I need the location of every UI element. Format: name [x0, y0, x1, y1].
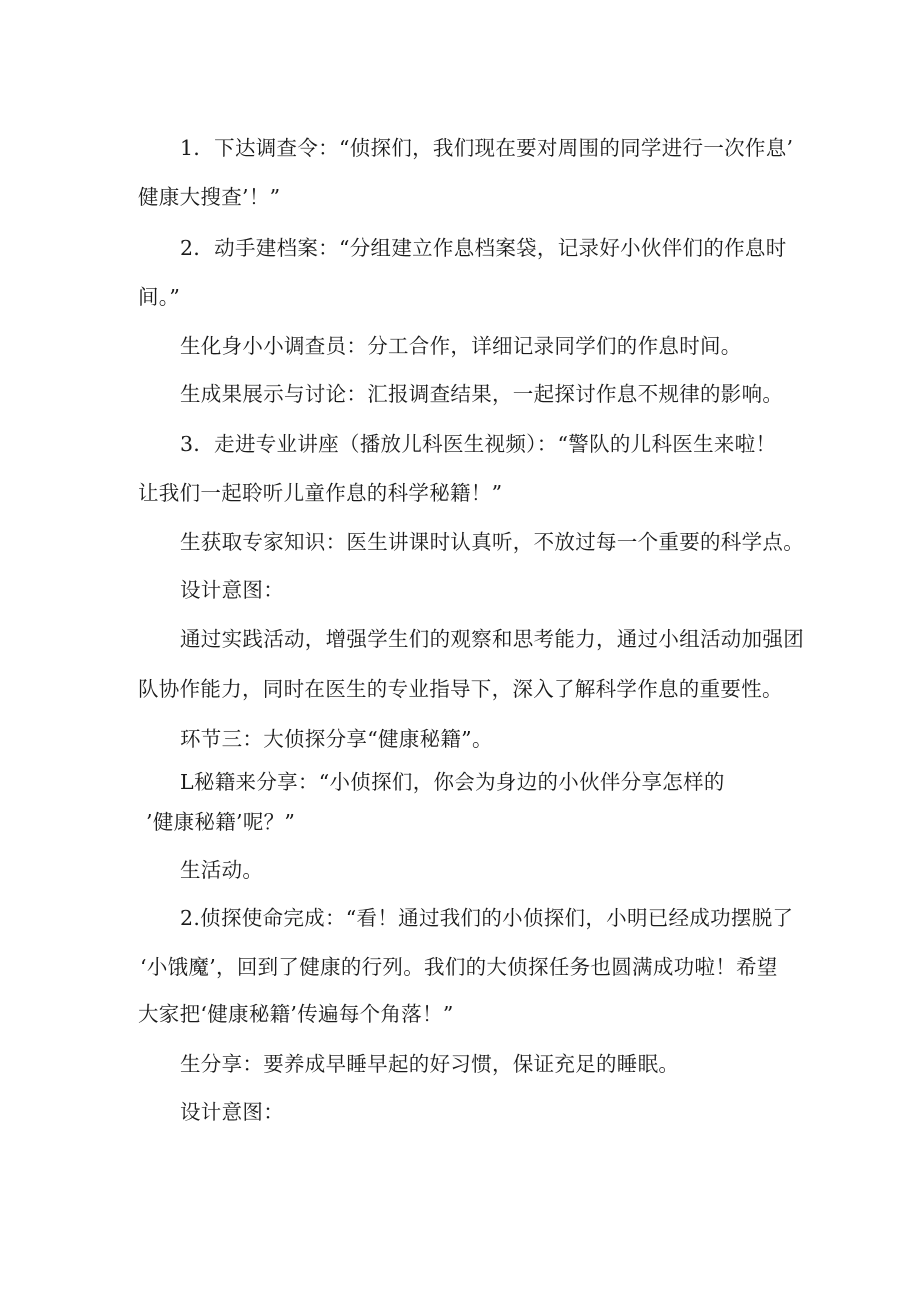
text-line: ‘小饿魔’，回到了健康的行列。我们的大侦探任务也圆满成功啦！希望 — [140, 955, 778, 979]
section-heading: 设计意图： — [180, 578, 284, 602]
text-line: 生分享：要养成早睡早起的好习惯，保证充足的睡眠。 — [180, 1052, 680, 1076]
text-line: ’健康秘籍’呢？” — [146, 810, 296, 834]
text-line: L秘籍来分享：“小侦探们，你会为身边的小伙伴分享怎样的 — [180, 770, 725, 794]
text-line: 2．动手建档案：“分组建立作息档案袋，记录好小伙伴们的作息时 — [180, 236, 787, 260]
text-line: 通过实践活动，增强学生们的观察和思考能力，通过小组活动加强团 — [180, 627, 804, 651]
text-line: 生成果展示与讨论：汇报调查结果，一起探讨作息不规律的影响。 — [180, 382, 784, 406]
text-line: 生获取专家知识：医生讲课时认真听，不放过每一个重要的科学点。 — [180, 530, 804, 554]
section-heading: 设计意图： — [180, 1100, 284, 1124]
text-line: 间。” — [138, 285, 181, 309]
text-line: 队协作能力，同时在医生的专业指导下，深入了解科学作息的重要性。 — [138, 677, 783, 701]
text-line: 让我们一起聆听儿童作息的科学秘籍！” — [138, 481, 503, 505]
section-heading: 环节三：大侦探分享“健康秘籍”。 — [180, 727, 493, 751]
text-line: 2.侦探使命完成：“看！通过我们的小侦探们，小明已经成功摆脱了 — [180, 906, 794, 930]
text-line: 健康大搜查’！” — [138, 185, 281, 209]
text-line: 1．下达调查令：“侦探们，我们现在要对周围的同学进行一次作息’ — [180, 136, 794, 160]
text-line: 生化身小小调查员：分工合作，详细记录同学们的作息时间。 — [180, 334, 742, 358]
text-line: 大家把‘健康秘籍’传遍每个角落！” — [138, 1002, 454, 1026]
text-line: 生活动。 — [180, 858, 264, 882]
text-line: 3．走进专业讲座（播放儿科医生视频）：“警队的儿科医生来啦！ — [180, 432, 777, 456]
